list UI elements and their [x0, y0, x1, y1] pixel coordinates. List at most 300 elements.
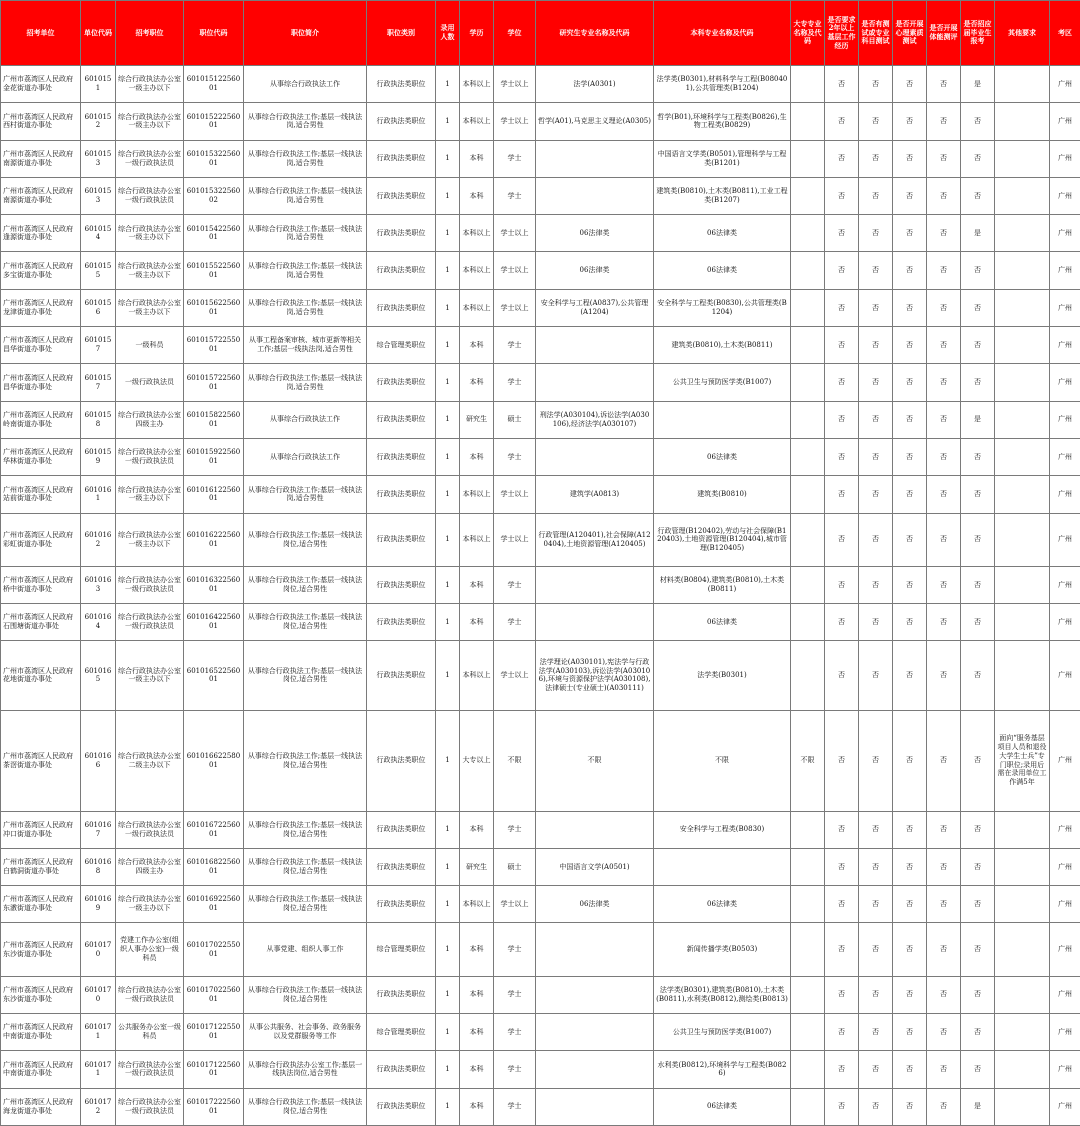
column-header: 是否有测试或专业科目测试 — [859, 1, 893, 66]
table-cell: 否 — [927, 103, 961, 140]
table-cell: 公共卫生与预防医学类(B1007) — [654, 364, 791, 401]
table-cell: 本科 — [460, 1013, 494, 1050]
table-cell: 行政管理(B120402),劳动与社会保障(B120403),土地资源管理(B120404),城市管理(B120405) — [654, 513, 791, 566]
table-cell: 行政执法类职位 — [367, 252, 436, 289]
table-cell: 广州 — [1050, 327, 1080, 364]
table-cell: 一级行政执法员 — [116, 364, 184, 401]
table-cell: 否 — [893, 1013, 927, 1050]
table-cell: 建筑学(A0813) — [536, 476, 654, 513]
table-cell: 本科 — [460, 1088, 494, 1126]
table-cell — [536, 1013, 654, 1050]
table-cell: 否 — [825, 848, 859, 885]
table-cell: 1 — [436, 923, 460, 976]
table-cell: 行政执法类职位 — [367, 604, 436, 641]
table-cell: 行政执法类职位 — [367, 513, 436, 566]
table-row — [1, 566, 1080, 603]
table-row — [1, 476, 1080, 513]
column-header: 本科专业名称及代码 — [654, 1, 791, 66]
table-cell: 否 — [859, 923, 893, 976]
table-cell: 从事综合行政执法工作;基层一线执法岗,适合男性 — [244, 476, 367, 513]
table-cell: 否 — [825, 886, 859, 923]
table-cell: 6010157 — [81, 327, 116, 364]
table-cell: 否 — [893, 327, 927, 364]
table-cell: 否 — [859, 710, 893, 811]
table-cell: 6010164 — [81, 604, 116, 641]
column-header: 招考职位 — [116, 1, 184, 66]
table-cell: 1 — [436, 289, 460, 326]
table-cell: 否 — [893, 848, 927, 885]
table-cell: 1 — [436, 811, 460, 848]
table-cell: 1 — [436, 215, 460, 252]
table-cell: 60101552256001 — [184, 252, 244, 289]
table-cell: 60101612256001 — [184, 476, 244, 513]
table-cell: 60101692256001 — [184, 886, 244, 923]
table-cell: 学士 — [494, 140, 536, 177]
table-cell: 60101662258001 — [184, 710, 244, 811]
table-cell: 否 — [927, 604, 961, 641]
table-cell: 学士 — [494, 976, 536, 1013]
table-cell: 否 — [961, 252, 995, 289]
column-header: 学历 — [460, 1, 494, 66]
table-cell: 行政执法类职位 — [367, 438, 436, 475]
table-cell — [791, 103, 825, 140]
table-cell — [536, 604, 654, 641]
table-cell: 否 — [893, 641, 927, 710]
column-header: 职位类别 — [367, 1, 436, 66]
table-row — [1, 327, 1080, 364]
table-cell — [654, 401, 791, 438]
table-cell: 刑法学(A030104),诉讼法学(A030106),经济法学(A030107) — [536, 401, 654, 438]
table-cell: 不限 — [791, 710, 825, 811]
table-cell — [536, 1088, 654, 1126]
table-row — [1, 177, 1080, 214]
column-header: 其他要求 — [995, 1, 1050, 66]
table-cell: 1 — [436, 513, 460, 566]
table-cell: 综合行政执法办公室一级主办以下 — [116, 886, 184, 923]
table-cell: 行政执法类职位 — [367, 476, 436, 513]
table-cell: 本科 — [460, 811, 494, 848]
table-cell: 60101572256001 — [184, 364, 244, 401]
table-cell: 广州市荔湾区人民政府金花街道办事处 — [1, 66, 81, 103]
column-header: 是否开展心理素质测试 — [893, 1, 927, 66]
table-cell: 广州 — [1050, 976, 1080, 1013]
table-cell: 本科 — [460, 566, 494, 603]
table-cell: 06法律类 — [654, 252, 791, 289]
table-cell: 广州市荔湾区人民政府华林街道办事处 — [1, 438, 81, 475]
table-cell: 否 — [927, 1013, 961, 1050]
table-cell: 党建工作办公室(组织人事办公室)一级科员 — [116, 923, 184, 976]
table-cell: 6010151 — [81, 66, 116, 103]
table-cell: 行政执法类职位 — [367, 976, 436, 1013]
table-cell: 从事综合行政执法工作;基层一线执法岗位,适合男性 — [244, 976, 367, 1013]
table-cell: 6010163 — [81, 566, 116, 603]
table-cell — [536, 364, 654, 401]
table-cell: 从事综合行政执法工作;基层一线执法岗位,适合男性 — [244, 604, 367, 641]
table-cell: 否 — [927, 476, 961, 513]
table-cell: 否 — [961, 364, 995, 401]
table-cell: 综合行政执法办公室一级主办以下 — [116, 289, 184, 326]
table-cell — [791, 641, 825, 710]
table-cell: 否 — [927, 215, 961, 252]
table-cell: 6010154 — [81, 215, 116, 252]
table-cell: 广州 — [1050, 848, 1080, 885]
table-cell: 法学理论(A030101),宪法学与行政法学(A030103),诉讼法学(A030106),环境与资源保护法学(A030108),法律硕士(专业硕士)(A030111) — [536, 641, 654, 710]
table-cell: 本科 — [460, 923, 494, 976]
table-cell: 否 — [893, 289, 927, 326]
table-cell: 否 — [927, 1051, 961, 1088]
table-cell — [995, 364, 1050, 401]
column-header: 大专专业名称及代码 — [791, 1, 825, 66]
table-cell: 不限 — [654, 710, 791, 811]
table-cell: 否 — [893, 1051, 927, 1088]
table-cell: 从事综合行政执法工作;基层一线执法岗位,适合男性 — [244, 641, 367, 710]
table-cell — [995, 66, 1050, 103]
table-cell: 学士以上 — [494, 476, 536, 513]
table-cell: 否 — [859, 641, 893, 710]
table-cell: 60101562256001 — [184, 289, 244, 326]
table-cell: 6010157 — [81, 364, 116, 401]
table-cell: 行政执法类职位 — [367, 364, 436, 401]
table-cell: 不限 — [536, 710, 654, 811]
table-cell — [791, 1013, 825, 1050]
table-cell: 否 — [927, 177, 961, 214]
table-cell: 综合行政执法办公室一级主办以下 — [116, 476, 184, 513]
table-cell: 6010159 — [81, 438, 116, 475]
table-cell: 广州 — [1050, 401, 1080, 438]
table-row — [1, 976, 1080, 1013]
table-cell: 新闻传播学类(B0503) — [654, 923, 791, 976]
table-cell: 否 — [893, 140, 927, 177]
table-cell: 广州市荔湾区人民政府多宝街道办事处 — [1, 252, 81, 289]
table-cell — [791, 604, 825, 641]
table-cell: 本科以上 — [460, 252, 494, 289]
table-cell: 否 — [961, 438, 995, 475]
table-row — [1, 513, 1080, 566]
table-cell: 否 — [825, 364, 859, 401]
table-cell: 6010162 — [81, 513, 116, 566]
table-cell: 否 — [825, 327, 859, 364]
table-cell: 学士 — [494, 1013, 536, 1050]
table-cell: 否 — [927, 1088, 961, 1126]
table-cell: 广州市荔湾区人民政府东沙街道办事处 — [1, 923, 81, 976]
table-cell — [791, 438, 825, 475]
table-cell: 从事综合行政执法工作 — [244, 401, 367, 438]
table-cell: 6010161 — [81, 476, 116, 513]
table-cell: 行政执法类职位 — [367, 1051, 436, 1088]
table-cell: 广州市荔湾区人民政府彩虹街道办事处 — [1, 513, 81, 566]
table-cell — [995, 401, 1050, 438]
table-cell — [995, 103, 1050, 140]
table-cell: 综合行政执法办公室一级主办以下 — [116, 215, 184, 252]
table-cell: 6010170 — [81, 923, 116, 976]
table-cell: 研究生 — [460, 401, 494, 438]
table-cell: 否 — [961, 1013, 995, 1050]
table-cell: 否 — [893, 604, 927, 641]
table-cell: 6010171 — [81, 1013, 116, 1050]
table-cell — [536, 811, 654, 848]
table-cell: 综合行政执法办公室一级行政执法员 — [116, 1051, 184, 1088]
table-cell: 60101522256001 — [184, 103, 244, 140]
table-cell: 06法律类 — [536, 215, 654, 252]
table-cell: 本科以上 — [460, 66, 494, 103]
table-cell — [791, 476, 825, 513]
table-cell: 否 — [825, 513, 859, 566]
table-row — [1, 1051, 1080, 1088]
table-cell: 从事综合行政执法工作;基层一线执法岗位,适合男性 — [244, 513, 367, 566]
table-cell: 从事综合行政执法办公室工作;基层一线执法岗位,适合男性 — [244, 1051, 367, 1088]
table-cell: 60101582256001 — [184, 401, 244, 438]
table-cell — [536, 1051, 654, 1088]
table-cell — [995, 848, 1050, 885]
table-cell: 学士以上 — [494, 252, 536, 289]
table-cell: 6010169 — [81, 886, 116, 923]
table-cell: 综合管理类职位 — [367, 327, 436, 364]
table-cell: 否 — [893, 177, 927, 214]
table-cell — [536, 177, 654, 214]
table-cell: 从事综合行政执法工作;基层一线执法岗位,适合男性 — [244, 848, 367, 885]
table-cell: 行政执法类职位 — [367, 289, 436, 326]
table-cell: 广州市荔湾区人民政府花地街道办事处 — [1, 641, 81, 710]
table-cell: 否 — [961, 476, 995, 513]
table-cell: 60101712256001 — [184, 1051, 244, 1088]
table-cell: 广州 — [1050, 476, 1080, 513]
table-cell — [995, 811, 1050, 848]
table-cell: 6010172 — [81, 1088, 116, 1126]
table-cell: 公共卫生与预防医学类(B1007) — [654, 1013, 791, 1050]
table-cell: 大专以上 — [460, 710, 494, 811]
table-cell — [791, 364, 825, 401]
table-cell: 广州市荔湾区人民政府中南街道办事处 — [1, 1051, 81, 1088]
table-cell: 综合行政执法办公室一级主办以下 — [116, 513, 184, 566]
table-cell: 不限 — [494, 710, 536, 811]
table-cell: 广州市荔湾区人民政府站前街道办事处 — [1, 476, 81, 513]
table-cell: 60101592256001 — [184, 438, 244, 475]
table-cell: 60101542256001 — [184, 215, 244, 252]
table-cell: 从事综合行政执法工作;基层一线执法岗,适合男性 — [244, 215, 367, 252]
table-cell: 从事综合行政执法工作;基层一线执法岗位,适合男性 — [244, 710, 367, 811]
table-cell: 1 — [436, 1088, 460, 1126]
table-cell: 广州市荔湾区人民政府南源街道办事处 — [1, 177, 81, 214]
table-cell: 1 — [436, 364, 460, 401]
table-cell: 06法律类 — [654, 1088, 791, 1126]
table-cell: 是 — [961, 215, 995, 252]
table-cell: 否 — [961, 641, 995, 710]
table-cell: 学士以上 — [494, 103, 536, 140]
table-cell: 学士 — [494, 1051, 536, 1088]
table-cell: 否 — [961, 886, 995, 923]
table-row — [1, 438, 1080, 475]
table-cell: 综合行政执法办公室一级主办以下 — [116, 252, 184, 289]
table-cell: 本科以上 — [460, 103, 494, 140]
table-cell — [791, 886, 825, 923]
table-cell: 否 — [825, 215, 859, 252]
table-row — [1, 1088, 1080, 1126]
table-cell — [995, 923, 1050, 976]
table-cell: 否 — [859, 811, 893, 848]
table-cell: 行政执法类职位 — [367, 177, 436, 214]
table-cell: 综合行政执法办公室一级主办以下 — [116, 641, 184, 710]
table-cell: 研究生 — [460, 848, 494, 885]
table-cell: 行政执法类职位 — [367, 401, 436, 438]
table-cell: 6010166 — [81, 710, 116, 811]
table-cell: 1 — [436, 1013, 460, 1050]
table-cell: 否 — [825, 103, 859, 140]
table-cell: 否 — [893, 476, 927, 513]
table-cell: 广州市荔湾区人民政府逢源街道办事处 — [1, 215, 81, 252]
table-cell — [654, 848, 791, 885]
table-cell: 否 — [825, 566, 859, 603]
table-row — [1, 252, 1080, 289]
table-cell: 否 — [961, 327, 995, 364]
table-cell: 6010155 — [81, 252, 116, 289]
table-row — [1, 848, 1080, 885]
table-cell: 否 — [859, 566, 893, 603]
table-cell: 综合管理类职位 — [367, 1013, 436, 1050]
table-cell: 60101622256001 — [184, 513, 244, 566]
table-cell: 广州 — [1050, 811, 1080, 848]
table-cell: 水利类(B0812),环境科学与工程类(B0826) — [654, 1051, 791, 1088]
column-header: 录用人数 — [436, 1, 460, 66]
table-cell: 60101532256001 — [184, 140, 244, 177]
table-cell: 否 — [927, 886, 961, 923]
table-cell: 广州 — [1050, 886, 1080, 923]
table-cell — [791, 566, 825, 603]
table-cell: 综合管理类职位 — [367, 923, 436, 976]
table-cell: 广州市荔湾区人民政府海龙街道办事处 — [1, 1088, 81, 1126]
table-cell: 综合行政执法办公室四级主办 — [116, 401, 184, 438]
table-cell: 是 — [961, 401, 995, 438]
table-cell — [791, 513, 825, 566]
table-cell: 学士以上 — [494, 513, 536, 566]
table-cell: 否 — [893, 215, 927, 252]
table-cell: 否 — [859, 1013, 893, 1050]
table-cell: 1 — [436, 710, 460, 811]
table-cell: 否 — [961, 289, 995, 326]
table-cell: 建筑类(B0810) — [654, 476, 791, 513]
table-cell: 否 — [825, 923, 859, 976]
column-header: 是否要求2年以上基层工作经历 — [825, 1, 859, 66]
table-cell: 6010167 — [81, 811, 116, 848]
table-cell: 60101722256001 — [184, 1088, 244, 1126]
table-cell: 6010153 — [81, 177, 116, 214]
table-cell: 否 — [859, 886, 893, 923]
table-cell — [995, 476, 1050, 513]
table-cell: 法学类(B0301),建筑类(B0810),土木类(B0811),水利类(B0812),测绘类(B0813) — [654, 976, 791, 1013]
table-cell — [536, 140, 654, 177]
table-cell: 否 — [825, 1088, 859, 1126]
table-cell: 广州市荔湾区人民政府冲口街道办事处 — [1, 811, 81, 848]
table-cell: 否 — [961, 566, 995, 603]
table-cell — [791, 1051, 825, 1088]
table-cell: 否 — [825, 66, 859, 103]
column-header: 招考单位 — [1, 1, 81, 66]
table-cell — [995, 327, 1050, 364]
table-cell: 广州 — [1050, 604, 1080, 641]
table-cell: 否 — [927, 140, 961, 177]
table-cell: 1 — [436, 327, 460, 364]
table-cell: 本科 — [460, 327, 494, 364]
table-cell — [995, 1013, 1050, 1050]
table-cell: 面向“服务基层项目人员和退役大学生士兵”专门职位;录用后需在录用单位工作满5年 — [995, 710, 1050, 811]
table-cell: 否 — [859, 1051, 893, 1088]
table-cell: 否 — [927, 811, 961, 848]
table-cell: 否 — [859, 438, 893, 475]
table-cell: 广州 — [1050, 289, 1080, 326]
table-cell — [791, 140, 825, 177]
column-header: 是否招应届毕业生报考 — [961, 1, 995, 66]
table-cell — [791, 976, 825, 1013]
table-cell: 6010152 — [81, 103, 116, 140]
table-cell: 60101652256001 — [184, 641, 244, 710]
table-cell: 行政管理(A120401),社会保障(A120404),土地资源管理(A120405) — [536, 513, 654, 566]
table-cell — [995, 976, 1050, 1013]
table-cell: 否 — [893, 1088, 927, 1126]
table-cell: 行政执法类职位 — [367, 66, 436, 103]
table-cell — [995, 513, 1050, 566]
table-cell: 广州 — [1050, 566, 1080, 603]
table-cell: 否 — [927, 401, 961, 438]
table-cell: 60101532256002 — [184, 177, 244, 214]
table-row — [1, 1013, 1080, 1050]
table-cell: 否 — [859, 513, 893, 566]
table-cell: 6010171 — [81, 1051, 116, 1088]
table-cell: 否 — [859, 976, 893, 1013]
table-cell: 行政执法类职位 — [367, 811, 436, 848]
table-cell: 综合行政执法办公室一级行政执法员 — [116, 177, 184, 214]
table-cell: 1 — [436, 252, 460, 289]
table-cell: 否 — [859, 848, 893, 885]
table-cell: 本科以上 — [460, 476, 494, 513]
table-row — [1, 710, 1080, 811]
table-cell: 否 — [893, 252, 927, 289]
table-cell — [791, 1088, 825, 1126]
table-cell: 学士以上 — [494, 886, 536, 923]
table-cell — [995, 604, 1050, 641]
table-cell: 1 — [436, 1051, 460, 1088]
table-cell: 否 — [961, 976, 995, 1013]
table-cell: 否 — [927, 289, 961, 326]
table-cell: 否 — [825, 401, 859, 438]
table-cell: 本科 — [460, 438, 494, 475]
table-cell: 从事综合行政执法工作 — [244, 66, 367, 103]
table-cell: 否 — [825, 604, 859, 641]
column-header: 职位代码 — [184, 1, 244, 66]
table-cell — [791, 289, 825, 326]
table-cell — [791, 811, 825, 848]
column-header: 考区 — [1050, 1, 1080, 66]
table-cell: 广州 — [1050, 1051, 1080, 1088]
table-cell: 本科 — [460, 1051, 494, 1088]
column-header: 研究生专业名称及代码 — [536, 1, 654, 66]
table-cell: 否 — [859, 401, 893, 438]
table-cell — [995, 215, 1050, 252]
table-cell: 从事党建、组织人事工作 — [244, 923, 367, 976]
table-cell: 行政执法类职位 — [367, 215, 436, 252]
table-cell: 否 — [825, 710, 859, 811]
table-cell: 否 — [825, 252, 859, 289]
table-cell: 广州市荔湾区人民政府中南街道办事处 — [1, 1013, 81, 1050]
table-cell: 行政执法类职位 — [367, 886, 436, 923]
table-cell: 广州 — [1050, 364, 1080, 401]
table-cell: 广州市荔湾区人民政府石围塘街道办事处 — [1, 604, 81, 641]
header-row — [1, 1, 1080, 66]
table-cell: 广州市荔湾区人民政府茶滘街道办事处 — [1, 710, 81, 811]
table-cell: 06法律类 — [654, 604, 791, 641]
table-cell: 建筑类(B0810),土木类(B0811),工业工程类(B1207) — [654, 177, 791, 214]
table-row — [1, 604, 1080, 641]
table-cell: 综合行政执法办公室一级行政执法员 — [116, 811, 184, 848]
table-body — [1, 66, 1080, 1126]
